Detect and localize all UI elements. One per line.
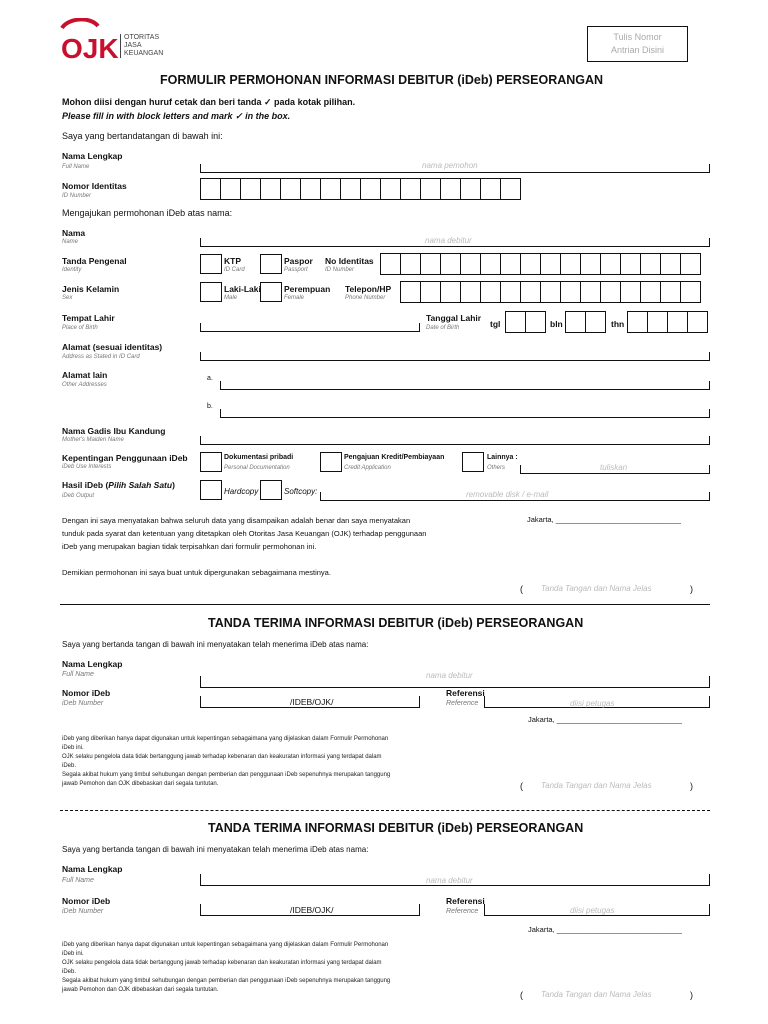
receipt2-ideb-format: /IDEB/OJK/ bbox=[290, 905, 334, 915]
ktp-label: KTP bbox=[224, 256, 241, 266]
passport-checkbox[interactable] bbox=[260, 254, 282, 274]
receipt1-ideb-number-sub: iDeb Number bbox=[62, 700, 104, 707]
sex-label: Jenis Kelamin bbox=[62, 284, 120, 294]
statement-line4: Demikian permohonan ini saya buat untuk dipergunakan sebagaimana mestinya. bbox=[62, 568, 331, 577]
receipt2-name-placeholder: nama debitur bbox=[426, 876, 473, 885]
receipt2-reference-label: Referensi bbox=[446, 896, 485, 906]
receipt2-ideb-number-sub: iDeb Number bbox=[62, 908, 104, 915]
purpose-personal-label: Dokumentasi pribadi bbox=[224, 454, 294, 461]
logo-text-line3: KEUANGAN bbox=[124, 50, 164, 57]
name-label: Nama bbox=[62, 228, 86, 238]
signature-open-paren: ( bbox=[520, 584, 523, 594]
receipt1-note-4: iDeb. bbox=[62, 763, 77, 769]
receipt2-note-3: OJK selaku pengelola data tidak bertanggung jawab terhadap kebenaran dan keakuratan informasi yang terdapat dalam bbox=[62, 960, 382, 966]
receipt1-sig-close-paren: ) bbox=[690, 781, 693, 791]
softcopy-checkbox[interactable] bbox=[260, 480, 282, 500]
output-label bbox=[62, 480, 175, 490]
output-label-italic: Pilih Salah Satu bbox=[108, 480, 173, 490]
cut-line bbox=[60, 810, 710, 811]
receipt1-signature-placeholder[interactable]: Tanda Tangan dan Nama Jelas bbox=[541, 781, 652, 790]
receipt1-reference-sub: Reference bbox=[446, 700, 479, 707]
receipt2-signature-placeholder[interactable]: Tanda Tangan dan Nama Jelas bbox=[541, 990, 652, 999]
phone-number-boxes[interactable] bbox=[400, 281, 700, 303]
statement-line2: tunduk pada syarat dan ketentuan yang ditetapkan oleh Otoritas Jasa Keuangan (OJK) terhadap penggunaan bbox=[62, 529, 427, 538]
sex-sub: Sex bbox=[62, 295, 73, 301]
other-address-sub: Other Addresses bbox=[62, 382, 107, 388]
receipt1-place-date[interactable]: Jakarta, ______________________________ bbox=[528, 715, 682, 724]
logo-text-line1: OTORITAS bbox=[124, 34, 160, 41]
id-number-label: Nomor Identitas bbox=[62, 181, 127, 191]
full-name-sub: Full Name bbox=[62, 164, 90, 170]
other-address-b-input[interactable] bbox=[220, 409, 710, 418]
purpose-credit-sub: Credit Application bbox=[344, 465, 391, 471]
receipt2-title: TANDA TERIMA INFORMASI DEBITUR (iDeb) PERSEORANGAN bbox=[208, 821, 584, 835]
intro-text: Saya yang bertandatangan di bawah ini: bbox=[62, 131, 223, 141]
receipt1-note-6: jawab Pemohon dan OJK dibebaskan dari segala tuntutan. bbox=[62, 781, 219, 787]
day-boxes[interactable] bbox=[505, 311, 545, 333]
mother-name-input[interactable] bbox=[200, 436, 710, 445]
other-address-label: Alamat lain bbox=[62, 370, 108, 380]
output-label-main: Hasil iDeb ( bbox=[62, 480, 109, 490]
statement-line3: iDeb yang merupakan bagian tidak terpisahkan dari formulir permohonan ini. bbox=[62, 542, 317, 551]
purpose-sub: iDeb Use Interests bbox=[62, 464, 112, 470]
purpose-label: Kepentingan Penggunaan iDeb bbox=[62, 453, 188, 463]
mother-name-sub: Mother's Maiden Name bbox=[62, 437, 124, 443]
other-address-a-input[interactable] bbox=[220, 381, 710, 390]
birth-place-sub: Place of Birth bbox=[62, 325, 98, 331]
receipt2-ideb-number-label: Nomor iDeb bbox=[62, 896, 111, 906]
female-label: Perempuan bbox=[284, 284, 331, 294]
signature-close-paren: ) bbox=[690, 584, 693, 594]
place-date-field[interactable]: Jakarta, ______________________________ bbox=[527, 515, 681, 524]
id-no-label: No Identitas bbox=[325, 256, 374, 266]
receipt1-note-1: iDeb yang diberikan hanya dapat digunakan untuk kepentingan sebagaimana yang dijelaskan dalam Formulir Permohonan bbox=[62, 736, 389, 742]
receipt1-ideb-format: /IDEB/OJK/ bbox=[290, 697, 334, 707]
output-sub: iDeb Output bbox=[62, 493, 95, 499]
ktp-sub: ID Card bbox=[224, 267, 245, 273]
id-no-sub: ID Number bbox=[325, 267, 355, 273]
receipt1-full-name-label: Nama Lengkap bbox=[62, 659, 123, 669]
receipt1-note-3: OJK selaku pengelola data tidak bertanggung jawab terhadap kebenaran dan keakuratan informasi yang terdapat dalam bbox=[62, 754, 382, 760]
phone-sub: Phone Number bbox=[345, 295, 386, 301]
passport-sub: Passport bbox=[284, 267, 308, 273]
signature-placeholder[interactable]: Tanda Tangan dan Nama Jelas bbox=[541, 584, 652, 593]
receipt1-reference-placeholder: diisi petugas bbox=[570, 699, 615, 708]
id-number-sub: ID Number bbox=[62, 193, 92, 199]
purpose-other-placeholder: tuliskan bbox=[600, 463, 628, 472]
ojk-logo bbox=[60, 18, 180, 64]
instruction-en: Please fill in with block letters and mark ✓ in the box. bbox=[62, 111, 291, 121]
receipt1-title: TANDA TERIMA INFORMASI DEBITUR (iDeb) PERSEORANGAN bbox=[208, 616, 584, 630]
mother-name-label: Nama Gadis Ibu Kandung bbox=[62, 426, 166, 436]
receipt2-sig-open-paren: ( bbox=[520, 990, 523, 1000]
identity-sub: Identity bbox=[62, 267, 82, 273]
female-checkbox[interactable] bbox=[260, 282, 282, 302]
receipt1-note-2: iDeb ini. bbox=[62, 745, 84, 751]
birth-place-label: Tempat Lahir bbox=[62, 313, 115, 323]
male-label: Laki-Laki bbox=[224, 284, 261, 294]
receipt2-full-name-sub: Full Name bbox=[62, 877, 94, 884]
receipt1-name-placeholder: nama debitur bbox=[426, 671, 473, 680]
day-label: tgl bbox=[490, 319, 501, 329]
svg-text:OJK: OJK bbox=[61, 33, 119, 62]
name-placeholder: nama debitur bbox=[425, 236, 472, 245]
birth-date-label: Tanggal Lahir bbox=[426, 313, 482, 323]
address-sub: Address as Stated in ID Card bbox=[62, 354, 140, 360]
queue-line2: Antrian Disini bbox=[610, 45, 665, 55]
other-address-a-label: a. bbox=[207, 375, 213, 382]
receipt1-note-5: Segala akibat hukum yang timbul sehubungan dengan pemberian dan penggunaan iDeb sepenuhnya merupakan tanggung bbox=[62, 772, 391, 778]
address-input[interactable] bbox=[200, 352, 710, 361]
purpose-credit-checkbox[interactable] bbox=[320, 452, 342, 472]
birth-place-input[interactable] bbox=[200, 323, 420, 332]
month-label: bln bbox=[550, 319, 563, 329]
receipt2-sig-close-paren: ) bbox=[690, 990, 693, 1000]
address-label: Alamat (sesuai identitas) bbox=[62, 342, 163, 352]
receipt2-note-4: iDeb. bbox=[62, 969, 77, 975]
receipt2-place-date[interactable]: Jakarta, ______________________________ bbox=[528, 925, 682, 934]
month-boxes[interactable] bbox=[565, 311, 605, 333]
queue-line1: Tulis Nomor bbox=[613, 32, 662, 42]
queue-number-box[interactable] bbox=[587, 26, 688, 62]
purpose-other-label: Lainnya : bbox=[487, 454, 518, 461]
receipt2-note-2: iDeb ini. bbox=[62, 951, 84, 957]
passport-label: Paspor bbox=[284, 256, 313, 266]
full-name-label: Nama Lengkap bbox=[62, 151, 123, 161]
logo-text-line2: JASA bbox=[124, 42, 142, 49]
id-number-boxes[interactable] bbox=[200, 178, 520, 200]
receipt2-full-name-label: Nama Lengkap bbox=[62, 864, 123, 874]
softcopy-placeholder: removable disk / e-mail bbox=[466, 490, 549, 499]
full-name-placeholder: nama pemohon bbox=[422, 161, 478, 170]
phone-label: Telepon/HP bbox=[345, 284, 392, 294]
receipt1-full-name-sub: Full Name bbox=[62, 671, 94, 678]
name-sub: Name bbox=[62, 239, 79, 245]
purpose-other-checkbox[interactable] bbox=[462, 452, 484, 472]
statement-line1: Dengan ini saya menyatakan bahwa seluruh data yang disampaikan adalah benar dan saya menyatakan bbox=[62, 516, 411, 525]
purpose-credit-label: Pengajuan Kredit/Pembiayaan bbox=[344, 454, 445, 461]
male-checkbox[interactable] bbox=[200, 282, 222, 302]
section-divider bbox=[60, 604, 710, 605]
receipt2-note-5: Segala akibat hukum yang timbul sehubungan dengan pemberian dan penggunaan iDeb sepenuhnya merupakan tanggung bbox=[62, 978, 391, 984]
purpose-other-sub: Others bbox=[487, 465, 506, 471]
output-label-end: ) bbox=[172, 480, 175, 490]
receipt1-sig-open-paren: ( bbox=[520, 781, 523, 791]
request-intro: Mengajukan permohonan iDeb atas nama: bbox=[62, 208, 233, 218]
identity-label: Tanda Pengenal bbox=[62, 256, 127, 266]
ktp-checkbox[interactable] bbox=[200, 254, 222, 274]
receipt2-intro: Saya yang bertanda tangan di bawah ini menyatakan telah menerima iDeb atas nama: bbox=[62, 845, 369, 854]
receipt2-note-1: iDeb yang diberikan hanya dapat digunakan untuk kepentingan sebagaimana yang dijelaskan dalam Formulir Permohonan bbox=[62, 942, 389, 948]
receipt2-reference-sub: Reference bbox=[446, 908, 479, 915]
form-title: FORMULIR PERMOHONAN INFORMASI DEBITUR (iDeb) PERSEORANGAN bbox=[160, 73, 604, 87]
female-sub: Female bbox=[284, 295, 305, 301]
receipt1-reference-label: Referensi bbox=[446, 688, 485, 698]
year-boxes[interactable] bbox=[627, 311, 707, 333]
purpose-personal-sub: Personal Documentation bbox=[224, 465, 290, 471]
purpose-personal-checkbox[interactable] bbox=[200, 452, 222, 472]
receipt2-reference-placeholder: diisi petugas bbox=[570, 906, 615, 915]
birth-date-sub: Date of Birth bbox=[426, 325, 460, 331]
softcopy-label: Softcopy: bbox=[284, 487, 318, 496]
hardcopy-label: Hardcopy bbox=[224, 487, 259, 496]
other-address-b-label: b. bbox=[207, 403, 213, 410]
receipt1-intro: Saya yang bertanda tangan di bawah ini menyatakan telah menerima iDeb atas nama: bbox=[62, 640, 369, 649]
male-sub: Male bbox=[224, 295, 238, 301]
identity-number-boxes[interactable] bbox=[380, 253, 700, 275]
year-label: thn bbox=[611, 319, 625, 329]
instruction-id: Mohon diisi dengan huruf cetak dan beri tanda ✓ pada kotak pilihan. bbox=[62, 97, 356, 107]
ojk-logo-mark-icon bbox=[60, 18, 122, 62]
receipt2-note-6: jawab Pemohon dan OJK dibebaskan dari segala tuntutan. bbox=[62, 987, 219, 993]
receipt1-ideb-number-label: Nomor iDeb bbox=[62, 688, 111, 698]
hardcopy-checkbox[interactable] bbox=[200, 480, 222, 500]
